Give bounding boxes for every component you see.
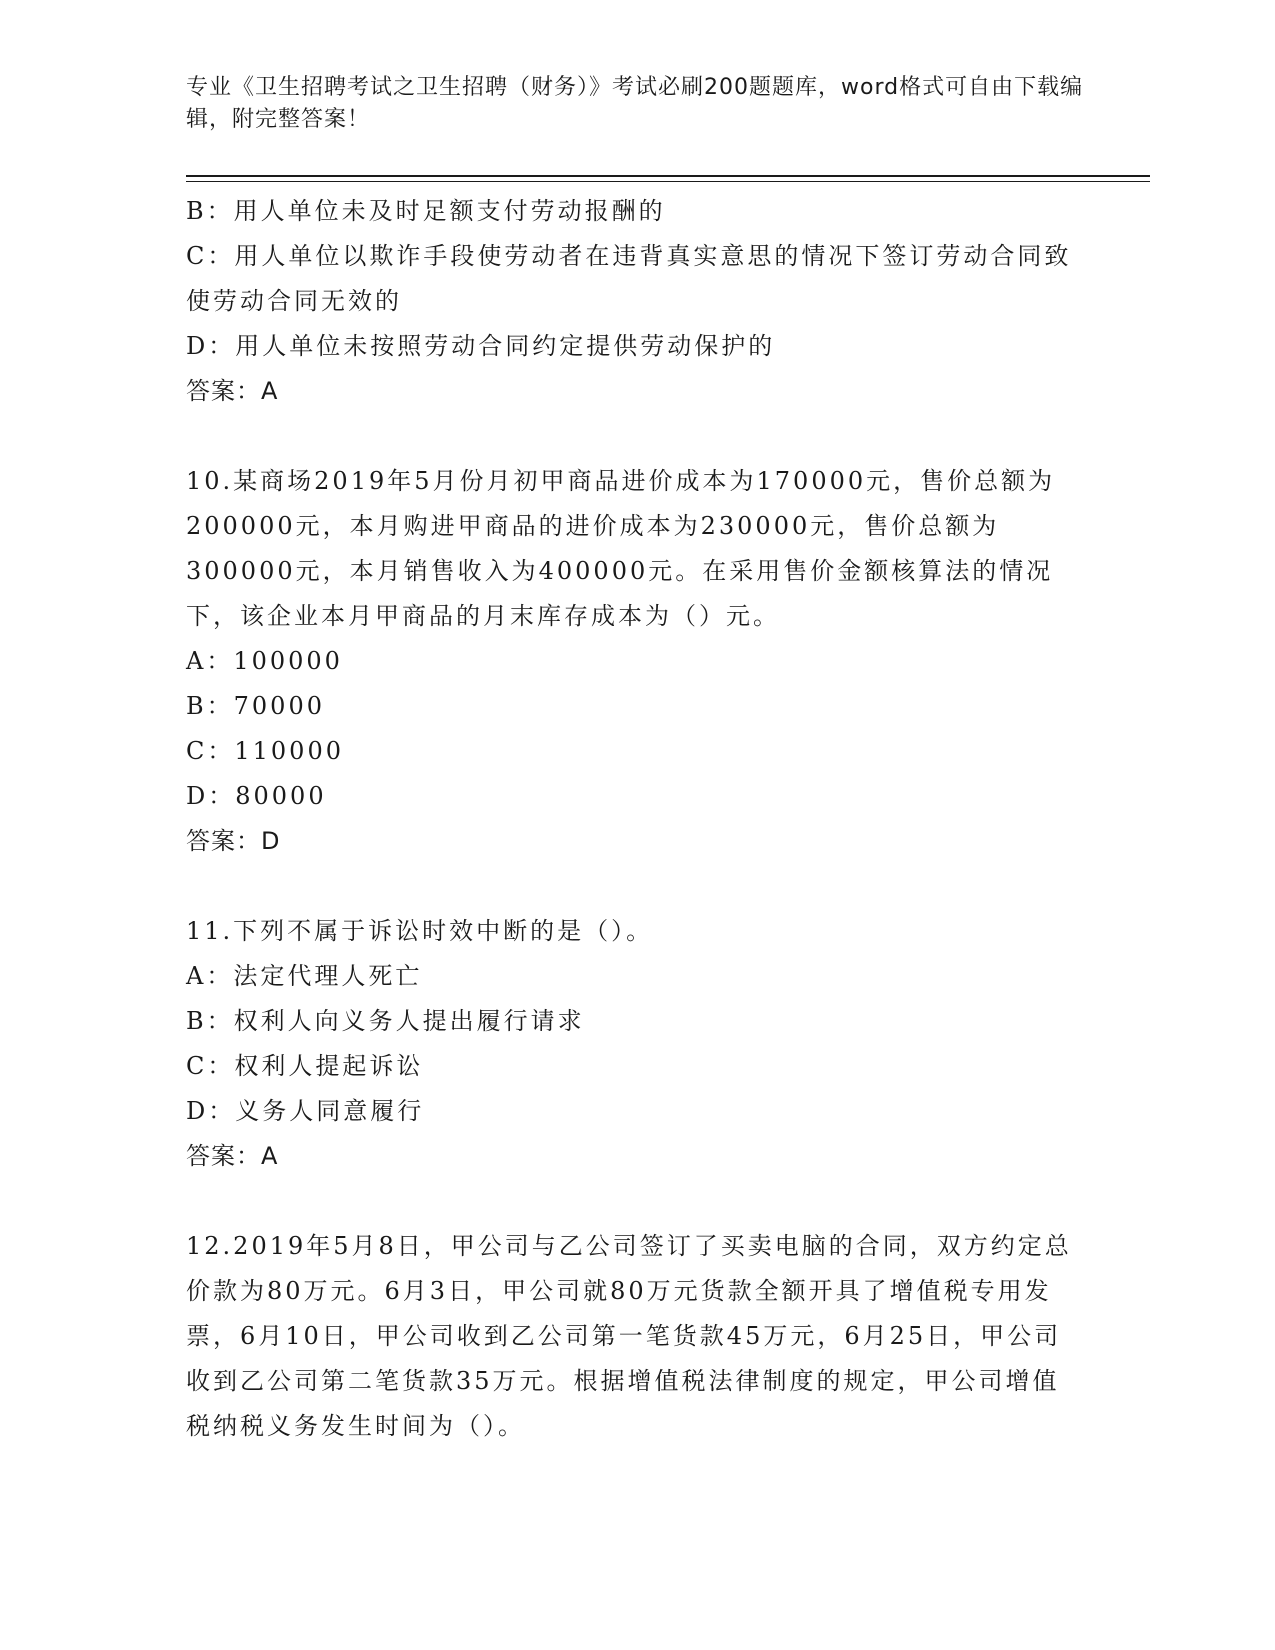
question-12 <box>186 1224 1086 1449</box>
q11-option-d: D：义务人同意履行 <box>186 1097 425 1125</box>
q9-answer: 答案：A <box>186 377 279 405</box>
question-9-continued <box>186 189 1086 414</box>
q10-option-a: A：100000 <box>186 647 343 675</box>
document-header: 专业《卫生招聘考试之卫生招聘（财务）》考试必刷200题题库，word格式可自由下载编辑，附完整答案！ <box>186 75 1084 132</box>
q11-option-c: C：权利人提起诉讼 <box>186 1052 424 1080</box>
q11-answer: 答案：A <box>186 1142 279 1170</box>
document-body <box>186 189 1086 1449</box>
spacer <box>186 864 1086 909</box>
q10-option-b: B：70000 <box>186 692 325 720</box>
q10-answer: 答案：D <box>186 827 281 855</box>
spacer <box>186 1179 1086 1224</box>
q10-option-c: C：110000 <box>186 737 344 765</box>
q11-option-b: B：权利人向义务人提出履行请求 <box>186 1007 585 1035</box>
q12-stem: 12.2019年5月8日，甲公司与乙公司签订了买卖电脑的合同，双方约定总价款为80万元。6月3日，甲公司就80万元货款全额开具了增值税专用发票，6月10日，甲公司收到乙公司第一笔货款45万元，6月25日，甲公司收到乙公司第二笔货款35万元。根据增值税法律制度的规定，甲公司增值税纳税义务发生时间为（）。 <box>186 1232 1072 1440</box>
question-10 <box>186 459 1086 864</box>
q9-option-b: B：用人单位未及时足额支付劳动报酬的 <box>186 197 666 225</box>
header-rule-thick <box>186 175 1150 177</box>
spacer <box>186 414 1086 459</box>
q11-option-a: A：法定代理人死亡 <box>186 962 423 990</box>
q10-option-d: D：80000 <box>186 782 327 810</box>
q9-option-d: D：用人单位未按照劳动合同约定提供劳动保护的 <box>186 332 776 360</box>
question-11 <box>186 909 1086 1179</box>
q11-stem: 11.下列不属于诉讼时效中断的是（）。 <box>186 917 654 945</box>
q10-stem: 10.某商场2019年5月份月初甲商品进价成本为170000元，售价总额为200000元，本月购进甲商品的进价成本为230000元，售价总额为300000元，本月销售收入为400000元。在采用售价金额核算法的情况下，该企业本月甲商品的月末库存成本为（）元。 <box>186 467 1056 630</box>
header-rule-thin <box>186 181 1150 182</box>
q9-option-c: C：用人单位以欺诈手段使劳动者在违背真实意思的情况下签订劳动合同致使劳动合同无效的 <box>186 242 1072 315</box>
